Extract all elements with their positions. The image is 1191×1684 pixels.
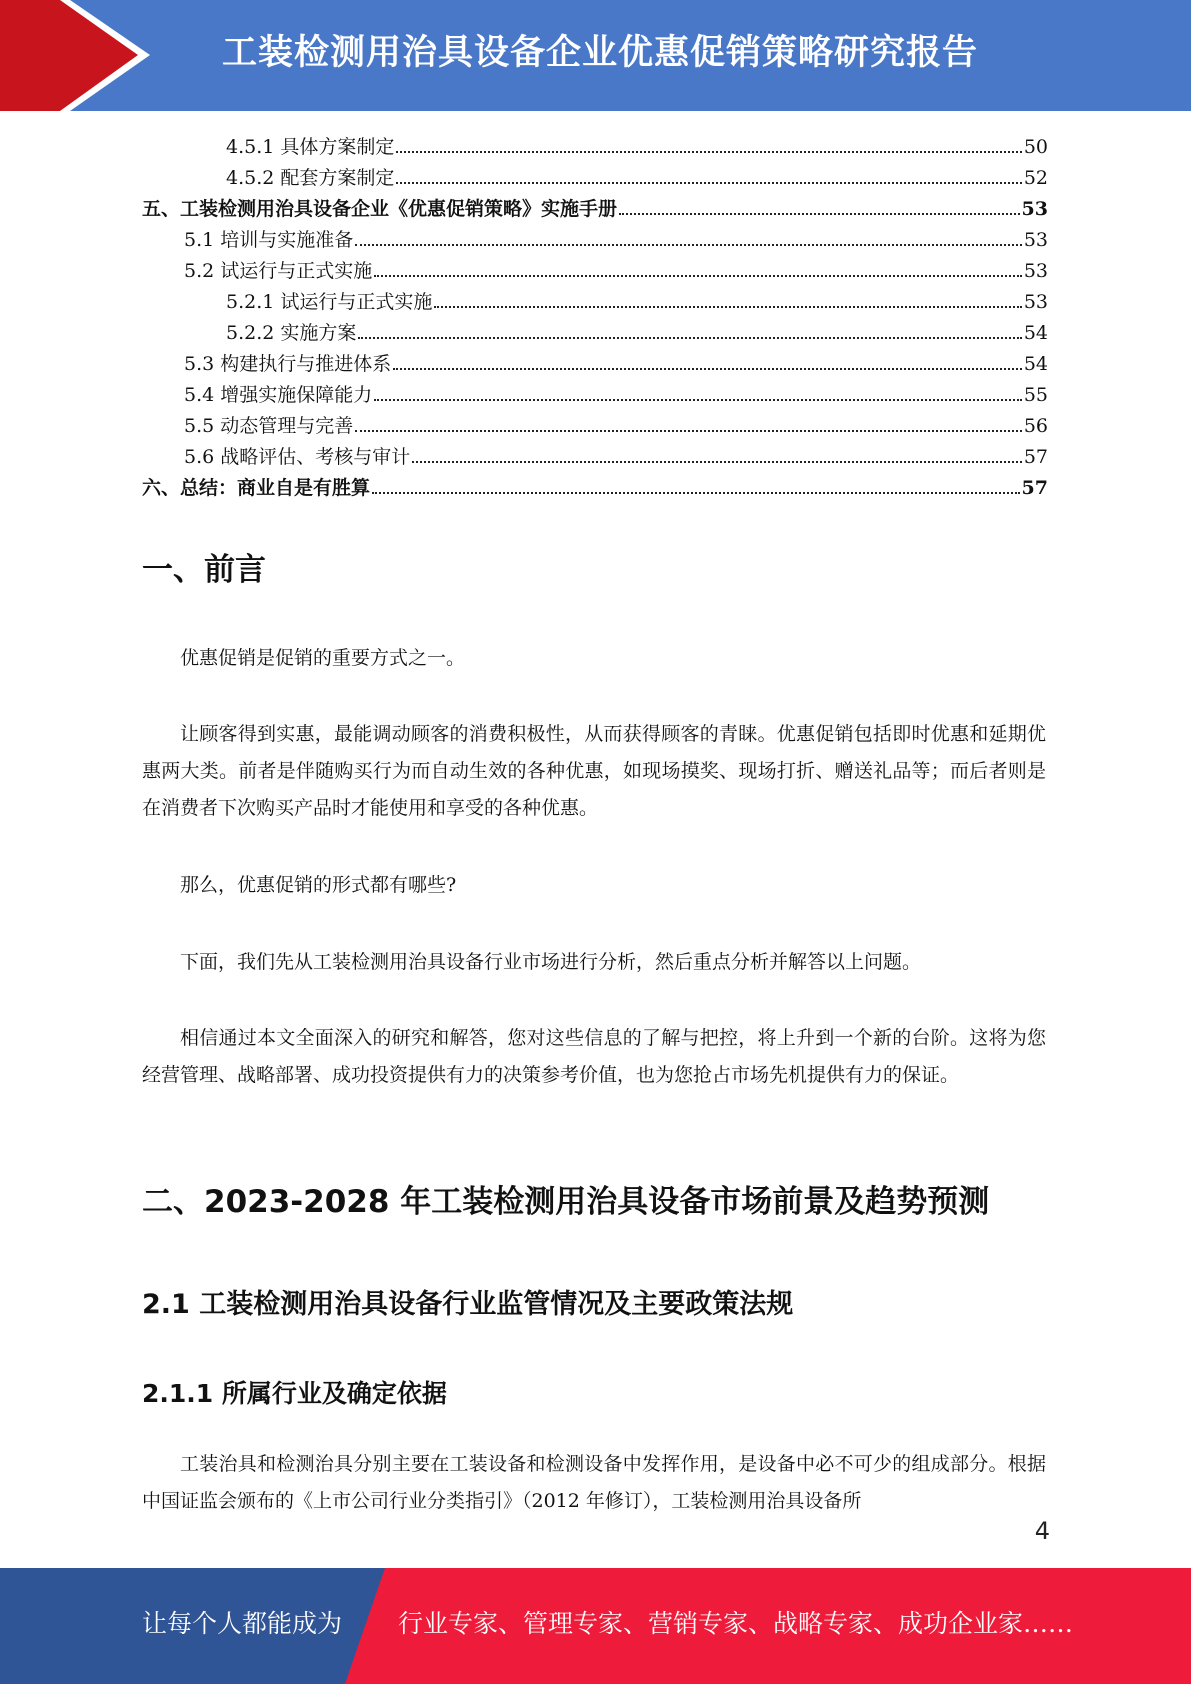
toc-entry-page: 53 [1021, 198, 1048, 220]
toc-entry-label: 4.5.2 配套方案制定 [226, 167, 395, 189]
page-header [0, 0, 1191, 111]
paragraph: 相信通过本文全面深入的研究和解答，您对这些信息的了解与把控，将上升到一个新的台阶。这将为您经营管理、战略部署、成功投资提供有力的决策参考价值，也为您抢占市场先机提供有力的保证。 [142, 1027, 1046, 1086]
footer-slogan-left: 让每个人都能成为 [142, 1609, 343, 1638]
toc-entry[interactable] [184, 438, 1048, 468]
paragraph: 工装治具和检测治具分别主要在工装设备和检测设备中发挥作用，是设备中必不可少的组成部分。根据中国证监会颁布的《上市公司行业分类指引》（2012 年修订），工装检测用治具设备所 [142, 1453, 1046, 1512]
toc-entry-page: 54 [1023, 353, 1048, 375]
toc-entry-label: 5.6 战略评估、考核与审计 [184, 446, 411, 468]
toc-entry[interactable] [226, 283, 1048, 313]
section-heading-preface: 一、前言 [142, 552, 266, 588]
toc-leader-dots [372, 492, 1020, 494]
toc-entry-page: 50 [1023, 136, 1048, 158]
paragraph: 那么，优惠促销的形式都有哪些? [180, 874, 457, 896]
toc-entry[interactable] [184, 252, 1048, 282]
footer-slogan-right: 行业专家、管理专家、营销专家、战略专家、成功企业家…… [398, 1609, 1074, 1638]
toc-leader-dots [355, 430, 1022, 432]
toc-entry-label: 4.5.1 具体方案制定 [226, 136, 395, 158]
paragraph: 下面，我们先从工装检测用治具设备行业市场进行分析，然后重点分析并解答以上问题。 [180, 951, 922, 973]
toc-entry-page: 57 [1023, 446, 1048, 468]
section-heading-market: 二、2023-2028 年工装检测用治具设备市场前景及趋势预测 [142, 1184, 990, 1220]
toc-entry[interactable] [142, 469, 1048, 499]
toc-entry-label: 5.3 构建执行与推进体系 [184, 353, 392, 375]
toc-entry-page: 53 [1023, 291, 1048, 313]
toc-entry[interactable] [184, 376, 1048, 406]
toc-entry-page: 55 [1023, 384, 1048, 406]
report-title: 工装检测用治具设备企业优惠促销策略研究报告 [222, 33, 979, 73]
toc-entry-page: 52 [1023, 167, 1048, 189]
toc-entry-label: 5.2 试运行与正式实施 [184, 260, 373, 282]
toc-entry-page: 53 [1023, 260, 1048, 282]
toc-entry-page: 57 [1021, 477, 1048, 499]
toc-entry[interactable] [184, 221, 1048, 251]
toc-leader-dots [393, 368, 1022, 370]
toc-leader-dots [412, 461, 1022, 463]
toc-leader-dots [355, 244, 1022, 246]
toc-entry-page: 54 [1023, 322, 1048, 344]
toc-leader-dots [396, 151, 1021, 153]
paragraph: 优惠促销是促销的重要方式之一。 [180, 647, 466, 669]
toc-entry[interactable] [226, 314, 1048, 344]
toc-entry[interactable] [226, 128, 1048, 158]
header-chevron-icon [0, 0, 160, 111]
toc-leader-dots [396, 182, 1021, 184]
toc-entry[interactable] [184, 345, 1048, 375]
toc-entry[interactable] [142, 190, 1048, 220]
paragraph: 让顾客得到实惠，最能调动顾客的消费积极性，从而获得顾客的青睐。优惠促销包括即时优惠和延期优惠两大类。前者是伴随购买行为而自动生效的各种优惠，如现场摸奖、现场打折、赠送礼品等；而后者则是在消费者下次购买产品时才能使用和享受的各种优惠。 [142, 723, 1046, 819]
toc-entry-page: 56 [1023, 415, 1048, 437]
toc-entry-label: 5.4 增强实施保障能力 [184, 384, 373, 406]
toc-leader-dots [358, 337, 1021, 339]
subsection-heading: 2.1 工装检测用治具设备行业监管情况及主要政策法规 [142, 1289, 794, 1320]
subsubsection-heading: 2.1.1 所属行业及确定依据 [142, 1379, 447, 1408]
toc-entry-label: 五、工装检测用治具设备企业《优惠促销策略》实施手册 [142, 198, 618, 220]
toc-entry-label: 六、总结：商业自是有胜算 [142, 477, 371, 499]
toc-entry-label: 5.2.1 试运行与正式实施 [226, 291, 433, 313]
toc-entry-label: 5.1 培训与实施准备 [184, 229, 354, 251]
page-footer [0, 1568, 1191, 1684]
toc-entry[interactable] [184, 407, 1048, 437]
toc-leader-dots [434, 306, 1021, 308]
toc-leader-dots [374, 399, 1022, 401]
page-number: 4 [1034, 1517, 1050, 1545]
toc-entry-label: 5.2.2 实施方案 [226, 322, 357, 344]
toc-entry[interactable] [226, 159, 1048, 189]
toc-entry-label: 5.5 动态管理与完善 [184, 415, 354, 437]
toc-entry-page: 53 [1023, 229, 1048, 251]
toc-leader-dots [374, 275, 1022, 277]
toc-leader-dots [619, 213, 1020, 215]
